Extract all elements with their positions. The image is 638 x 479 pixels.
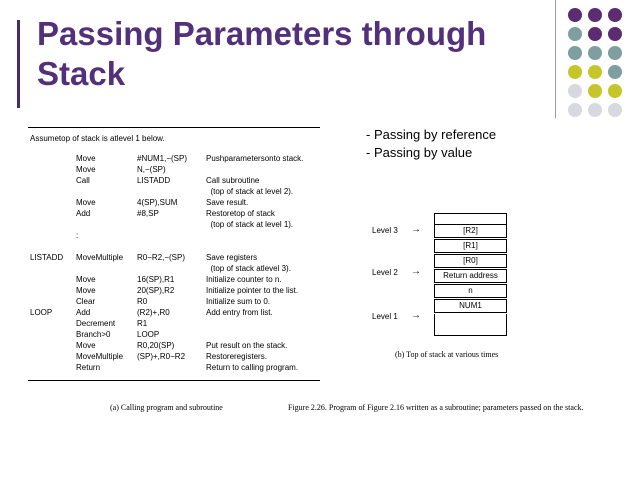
- listing-intro: Assumetop of stack is atlevel 1 below.: [30, 134, 165, 143]
- decor-dot: [588, 27, 602, 41]
- listing-op: Add: [76, 308, 91, 317]
- listing-comment: Restoreregisters.: [206, 352, 267, 361]
- listing-op: Move: [76, 286, 96, 295]
- listing-operands: #NUM1,−(SP): [137, 154, 188, 163]
- listing-comment: Add entry from list.: [206, 308, 273, 317]
- stack-level-label: Level 1: [372, 312, 398, 321]
- title-line-1: Passing Parameters through: [37, 15, 487, 52]
- listing-comment: (top of stack atlevel 3).: [206, 264, 291, 273]
- listing-op: Branch>0: [76, 330, 111, 339]
- listing-op: MoveMultiple: [76, 253, 124, 262]
- decor-dot: [608, 8, 622, 22]
- listing-op: Move: [76, 275, 96, 284]
- stack-cell: [R2]: [434, 224, 507, 238]
- stack-cell: [R1]: [434, 239, 507, 253]
- decor-dot: [588, 65, 602, 79]
- listing-label: LISTADD: [30, 253, 64, 262]
- listing-comment: Save registers: [206, 253, 258, 262]
- listing-op: Move: [76, 198, 96, 207]
- listing-operands: LISTADD: [137, 176, 171, 185]
- listing-comment: Save result.: [206, 198, 249, 207]
- decor-dot: [568, 84, 582, 98]
- caption-b: (b) Top of stack at various times: [395, 350, 499, 359]
- listing-operands: R1: [137, 319, 148, 328]
- slide-title: [37, 14, 542, 94]
- decor-dot: [568, 103, 582, 117]
- stack-cell: n: [434, 284, 507, 298]
- decor-dot: [568, 27, 582, 41]
- stack-cell: Return address: [434, 269, 507, 283]
- listing-label: LOOP: [30, 308, 53, 317]
- decor-dot: [608, 84, 622, 98]
- listing-operands: N,−(SP): [137, 165, 166, 174]
- listing-operands: 20(SP),R2: [137, 286, 175, 295]
- listing-operands: R0,20(SP): [137, 341, 175, 350]
- listing-top-rule: [28, 127, 320, 128]
- decor-dot: [608, 103, 622, 117]
- stack-frame-bottom: [434, 314, 507, 336]
- bullet-item: - Passing by reference: [366, 127, 497, 142]
- figure-caption: Figure 2.26. Program of Figure 2.16 written as a subroutine; parameters passed on the stack.: [288, 403, 584, 412]
- decor-dot: [608, 46, 622, 60]
- listing-bottom-rule: [28, 380, 320, 381]
- listing-op: Decrement: [76, 319, 116, 328]
- listing-operands: (R2)+,R0: [137, 308, 170, 317]
- stack-level-label: Level 3: [372, 226, 398, 235]
- listing-operands: 4(SP),SUM: [137, 198, 178, 207]
- listing-op: Move: [76, 341, 96, 350]
- listing-comment: Pushparametersonto stack.: [206, 154, 304, 163]
- listing-operands: LOOP: [137, 330, 160, 339]
- listing-comment: Return to calling program.: [206, 363, 299, 372]
- listing-op: :: [76, 231, 79, 240]
- listing-operands: R0−R2,−(SP): [137, 253, 186, 262]
- listing-comment: Initialize counter to n.: [206, 275, 282, 284]
- listing-op: Move: [76, 154, 96, 163]
- listing-op: Clear: [76, 297, 96, 306]
- listing-comment: (top of stack at level 2).: [206, 187, 294, 196]
- title-accent-bar: [17, 20, 20, 108]
- listing-op: Return: [76, 363, 101, 372]
- decor-dot: [588, 46, 602, 60]
- listing-comment: Restoretop of stack: [206, 209, 275, 218]
- bullet-list: [366, 126, 496, 162]
- decor-dot: [588, 84, 602, 98]
- listing-comment: Put result on the stack.: [206, 341, 288, 350]
- decor-dot: [608, 65, 622, 79]
- stack-cell: NUM1: [434, 299, 507, 313]
- arrow-right-icon: →: [411, 224, 421, 235]
- decor-divider: [555, 0, 556, 118]
- listing-comment: (top of stack at level 1).: [206, 220, 294, 229]
- listing-comment: Initialize pointer to the list.: [206, 286, 299, 295]
- listing-op: Call: [76, 176, 90, 185]
- decor-dot: [568, 8, 582, 22]
- listing-operands: 16(SP),R1: [137, 275, 175, 284]
- caption-a: (a) Calling program and subroutine: [110, 403, 223, 412]
- arrow-right-icon: →: [411, 266, 421, 277]
- bullet-item: - Passing by value: [366, 145, 473, 160]
- stack-cell: [R0]: [434, 254, 507, 268]
- title-line-2: Stack: [37, 55, 126, 92]
- listing-comment: Initialize sum to 0.: [206, 297, 271, 306]
- listing-operands: #8,SP: [137, 209, 159, 218]
- decor-dot: [588, 8, 602, 22]
- decor-dot: [568, 46, 582, 60]
- decor-dot: [608, 27, 622, 41]
- decor-dot: [588, 103, 602, 117]
- decor-dot: [568, 65, 582, 79]
- listing-op: Add: [76, 209, 91, 218]
- listing-operands: (SP)+,R0−R2: [137, 352, 186, 361]
- listing-op: Move: [76, 165, 96, 174]
- listing-comment: Call subroutine: [206, 176, 260, 185]
- listing-operands: R0: [137, 297, 148, 306]
- stack-level-label: Level 2: [372, 268, 398, 277]
- listing-op: MoveMultiple: [76, 352, 124, 361]
- arrow-right-icon: →: [411, 310, 421, 321]
